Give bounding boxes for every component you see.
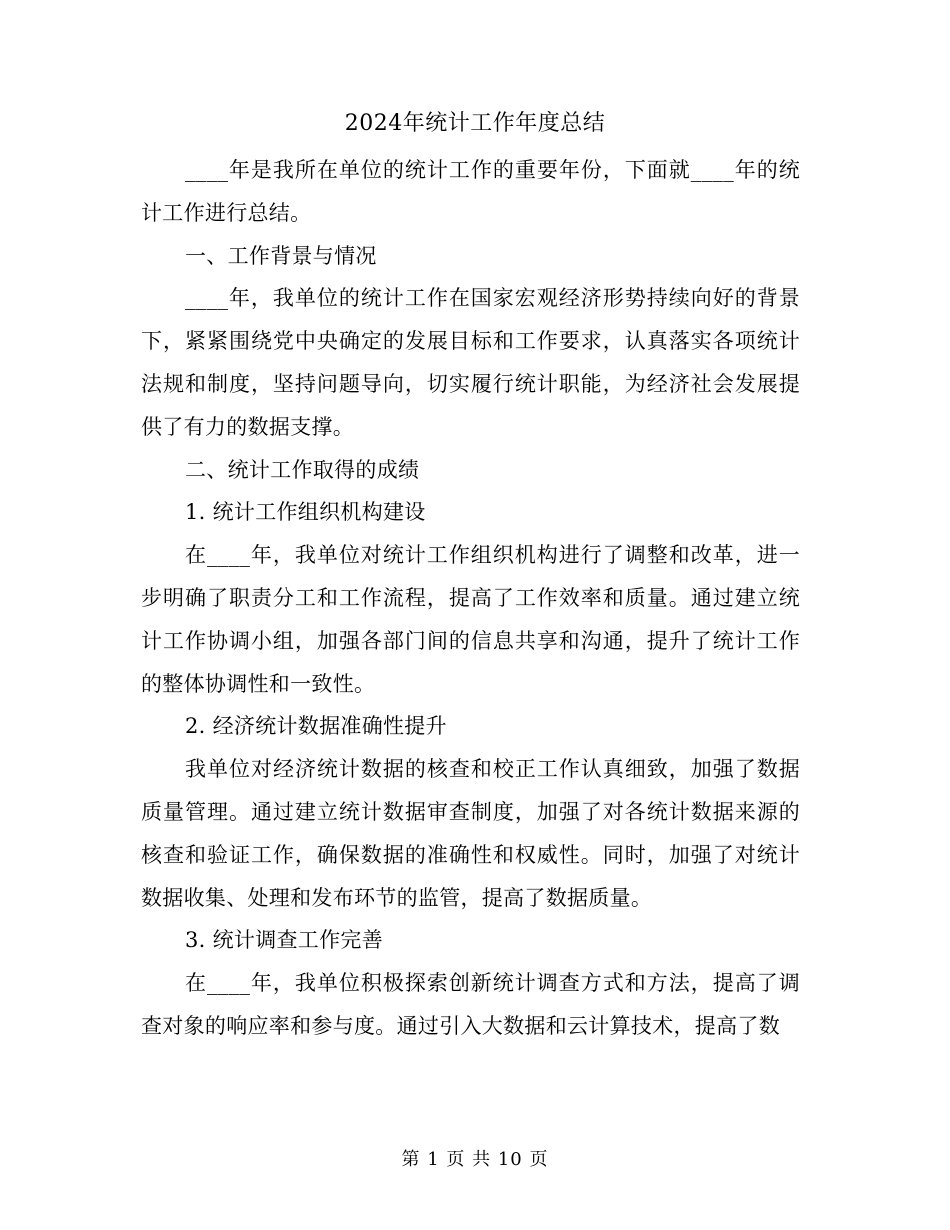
organization-paragraph: 在____年，我单位对统计工作组织机构进行了调整和改革，进一步明确了职责分工和工作流程，提高了工作效率和质量。通过建立统计工作协调小组，加强各部门间的信息共享和沟通，提升了统计工作的整体协调性和一致性。 xyxy=(141,543,800,696)
section-heading-background: 一、工作背景与情况 xyxy=(185,243,377,268)
intro-paragraph: ____年是我所在单位的统计工作的重要年份，下面就____年的统计工作进行总结。 xyxy=(141,158,800,225)
survey-paragraph: 在____年，我单位积极探索创新统计调查方式和方法，提高了调查对象的响应率和参与度。通过引入大数据和云计算技术，提高了数 xyxy=(141,971,800,1038)
section-heading-achievements: 二、统计工作取得的成绩 xyxy=(185,457,420,482)
background-paragraph: ____年，我单位的统计工作在国家宏观经济形势持续向好的背景下，紧紧围绕党中央确定的发展目标和工作要求，认真落实各项统计法规和制度，坚持问题导向，切实履行统计职能，为经济社会发展提供了有力的数据支撑。 xyxy=(141,286,800,439)
document-title: 2024年统计工作年度总结 xyxy=(344,111,606,136)
subheading-survey: 3. 统计调查工作完善 xyxy=(185,928,384,953)
page-number-footer: 第 1 页 共 10 页 xyxy=(401,1149,549,1170)
subheading-data-accuracy: 2. 经济统计数据准确性提升 xyxy=(185,714,447,739)
data-accuracy-paragraph: 我单位对经济统计数据的核查和校正工作认真细致，加强了数据质量管理。通过建立统计数据审查制度，加强了对各统计数据来源的核查和验证工作，确保数据的准确性和权威性。同时，加强了对统计数据收集、处理和发布环节的监管，提高了数据质量。 xyxy=(141,757,800,910)
subheading-organization: 1. 统计工作组织机构建设 xyxy=(185,500,426,525)
document-body xyxy=(141,149,800,1048)
